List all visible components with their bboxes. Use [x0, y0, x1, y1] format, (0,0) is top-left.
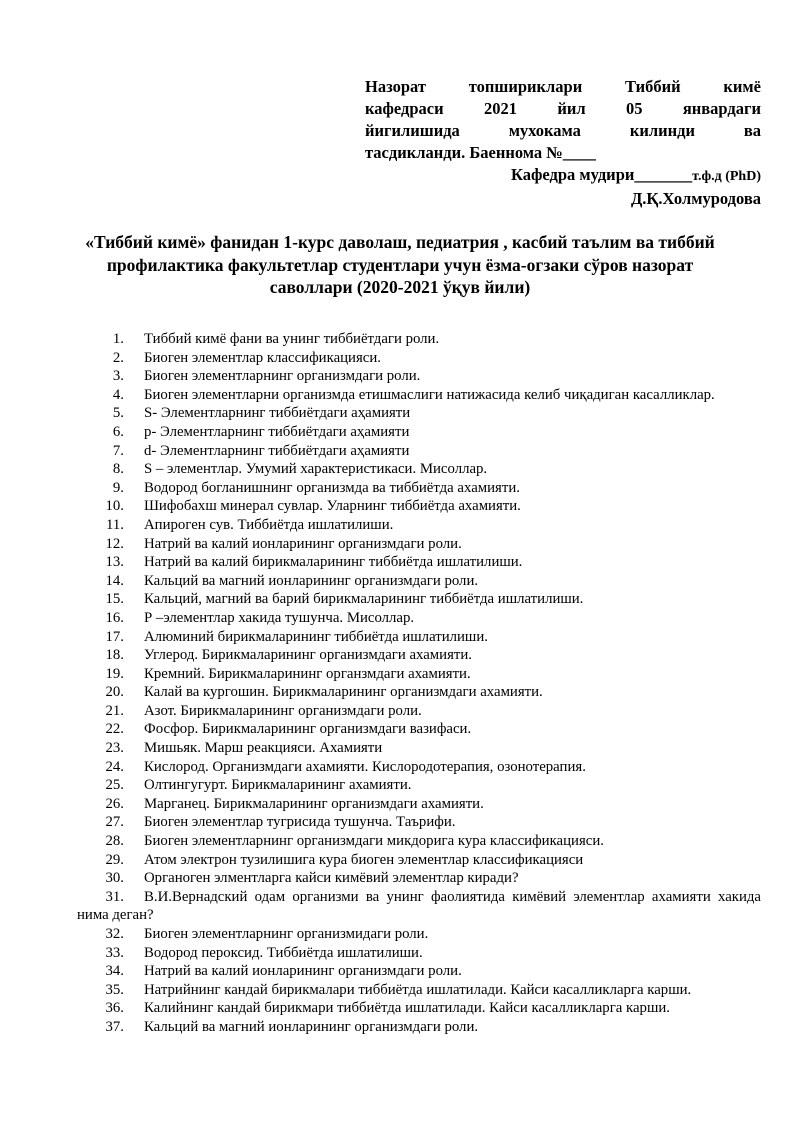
approval-line: тасдикланди. Баеннома №____ [365, 143, 596, 162]
question-number: 30. [105, 870, 124, 887]
department-head-name: Д.Қ.Холмуродова [630, 189, 761, 208]
question-text: Мишьяк. Марш реакцияси. Ахамияти [144, 740, 383, 757]
question-text: Кальций ва магний ионларининг организмдаги роли. [144, 572, 479, 589]
question-number: 37. [105, 1018, 124, 1035]
question-number: 16. [105, 609, 124, 626]
question-item [77, 609, 761, 628]
question-number: 32. [105, 926, 124, 942]
question-item [77, 553, 761, 572]
question-number: 6. [112, 423, 124, 440]
question-item [77, 739, 761, 758]
question-item [77, 962, 761, 981]
title-line: «Тиббий кимё» фанидан 1-курс даволаш, педиатрия , касбий таълим ва тиббий [85, 232, 715, 252]
question-text: Натрий ва калий ионларининг организмдаги роли. [144, 963, 462, 980]
question-number: 35. [105, 981, 124, 998]
question-text: Биоген элементлар тугрисида тушунча. Таърифи. [144, 814, 456, 831]
question-text: Олтингугурт. Бирикмаларининг ахамияти. [144, 777, 412, 794]
question-text: Биоген элементларни организмда етишмаслиги натижасида келиб чиқадиган касалликлар. [144, 386, 715, 403]
question-number: 7. [112, 442, 124, 459]
question-text: Калийнинг кандай бирикмари тиббиётда ишлатилади. Кайси касалликларга карши. [144, 1000, 670, 1017]
question-text: Биоген элементларнинг организмдаги роли. [144, 368, 421, 385]
question-item [77, 999, 761, 1018]
question-number: 26. [105, 795, 124, 812]
question-item [77, 888, 761, 925]
question-number: 12. [105, 535, 124, 552]
question-item [77, 572, 761, 591]
question-number: 21. [105, 702, 124, 719]
question-number: 2. [112, 349, 124, 366]
question-number: 11. [106, 516, 124, 533]
question-item [77, 646, 761, 665]
question-item [77, 851, 761, 870]
question-text: Апироген сув. Тиббиётда ишлатилиши. [144, 516, 394, 533]
question-item [77, 442, 761, 461]
question-number: 8. [112, 461, 124, 478]
question-number: 24. [105, 758, 124, 775]
question-text: Биоген элементларнинг организмидаги роли. [144, 926, 429, 942]
question-number: 36. [105, 1000, 124, 1017]
question-text: Шифобахш минерал сувлар. Уларнинг тиббиётда ахамияти. [144, 498, 521, 515]
question-item [77, 460, 761, 479]
question-text: Натрий ва калий бирикмаларининг тиббиётда ишлатилиши. [144, 554, 523, 571]
question-number: 22. [105, 721, 124, 738]
question-number: 5. [112, 405, 124, 422]
department-head-line [365, 164, 761, 188]
question-number: 27. [105, 814, 124, 831]
question-text: Калай ва кургошин. Бирикмаларининг организмдаги ахамияти. [144, 684, 543, 701]
question-item [77, 628, 761, 647]
question-item [77, 404, 761, 423]
question-text: Биоген элементларнинг организмдаги микдорига кура классификацияси. [144, 833, 604, 850]
question-text: Кальций, магний ва барий бирикмаларининг тиббиётда ишлатилиши. [144, 591, 584, 608]
question-text: Алюминий бирикмаларининг тиббиётда ишлатилиши. [144, 628, 488, 645]
question-number: 23. [105, 740, 124, 757]
question-text: Водород пероксид. Тиббиётда ишлатилиши. [144, 944, 423, 961]
title-line: профилактика факультетлар студентлари учун ёзма-огзаки сўров назорат [106, 254, 694, 275]
question-item [77, 720, 761, 739]
title-line: саволлари (2020-2021 ўқув йили) [269, 277, 531, 297]
department-head-label: Кафедра мудири_______ [510, 165, 693, 184]
question-number: 1. [112, 331, 124, 347]
question-item [77, 516, 761, 535]
department-head-degree: т.ф.д (PhD) [692, 169, 761, 184]
question-item [77, 535, 761, 554]
question-item [77, 832, 761, 851]
question-item [77, 981, 761, 1000]
question-item [77, 776, 761, 795]
question-item [77, 1018, 761, 1037]
question-text: Р –элементлар хакида тушунча. Мисоллар. [144, 609, 415, 626]
question-item [77, 386, 761, 405]
question-item [77, 665, 761, 684]
question-item [77, 423, 761, 442]
question-text: Водород богланишнинг организмда ва тиббиётда ахамияти. [144, 479, 520, 496]
question-number: 28. [105, 833, 124, 850]
approval-block [365, 76, 761, 210]
question-item [77, 683, 761, 702]
question-item [77, 944, 761, 963]
document-title [40, 231, 760, 299]
question-number: 18. [105, 647, 124, 664]
question-number: 29. [105, 851, 124, 868]
approval-line: кафедраси 2021 йил 05 январдаги [365, 99, 761, 118]
question-text: В.И.Вернадский одам организми ва унинг фаолиятида кимёвий элементлар ахамияти хакида нима деган? [77, 888, 761, 924]
question-text: S – элементлар. Умумий характеристикаси. Мисоллар. [144, 461, 488, 478]
question-text: Марганец. Бирикмаларининг организмдаги ахамияти. [144, 795, 484, 812]
question-number: 13. [105, 554, 124, 571]
question-item [77, 795, 761, 814]
question-text: Кислород. Организмдаги ахамияти. Кислородотерапия, озонотерапия. [144, 758, 586, 775]
question-text: Натрийнинг кандай бирикмалари тиббиётда ишлатилади. Кайси касалликларга карши. [144, 981, 692, 998]
question-text: Углерод. Бирикмаларининг организмдаги ахамияти. [144, 647, 472, 664]
approval-line: Назорат топшириклари Тиббий кимё [365, 77, 761, 96]
question-item [77, 702, 761, 721]
question-text: Фосфор. Бирикмаларининг организмдаги вазифаси. [144, 721, 472, 738]
question-text: Азот. Бирикмаларининг организмдаги роли. [144, 702, 422, 719]
question-text: Натрий ва калий ионларининг организмдаги роли. [144, 535, 462, 552]
question-item [77, 925, 761, 944]
question-item [77, 758, 761, 777]
approval-line: йигилишида мухокама килинди ва [365, 121, 761, 140]
question-number: 31. [105, 888, 124, 905]
question-list [77, 330, 761, 1037]
question-number: 15. [105, 591, 124, 608]
question-text: Биоген элементлар классификацияси. [144, 349, 381, 366]
question-text: d- Элементларнинг тиббиётдаги аҳамияти [144, 442, 410, 459]
question-item [77, 349, 761, 368]
question-item [77, 330, 761, 349]
question-text: Тиббий кимё фани ва унинг тиббиётдаги роли. [144, 331, 440, 347]
question-number: 34. [105, 963, 124, 980]
question-text: S- Элементларнинг тиббиётдаги аҳамияти [144, 405, 411, 422]
question-item [77, 590, 761, 609]
question-text: Органоген элментларга кайси кимёвий элементлар киради? [144, 870, 519, 887]
question-number: 20. [105, 684, 124, 701]
question-number: 33. [105, 944, 124, 961]
question-number: 17. [105, 628, 124, 645]
question-number: 25. [105, 777, 124, 794]
question-text: Кальций ва магний ионларининг организмдаги роли. [144, 1018, 479, 1035]
question-number: 9. [112, 479, 124, 496]
question-number: 14. [105, 572, 124, 589]
question-number: 3. [112, 368, 124, 385]
question-item [77, 479, 761, 498]
question-text: p- Элементларнинг тиббиётдаги аҳамияти [144, 423, 410, 440]
question-number: 4. [112, 386, 124, 403]
question-item [77, 813, 761, 832]
question-number: 10. [105, 498, 124, 515]
question-item [77, 367, 761, 386]
question-text: Атом электрон тузилишига кура биоген элементлар классификацияси [144, 851, 584, 868]
question-item [77, 497, 761, 516]
question-text: Кремний. Бирикмаларининг органзмдаги ахамияти. [144, 665, 471, 682]
question-number: 19. [105, 665, 124, 682]
question-item [77, 869, 761, 888]
